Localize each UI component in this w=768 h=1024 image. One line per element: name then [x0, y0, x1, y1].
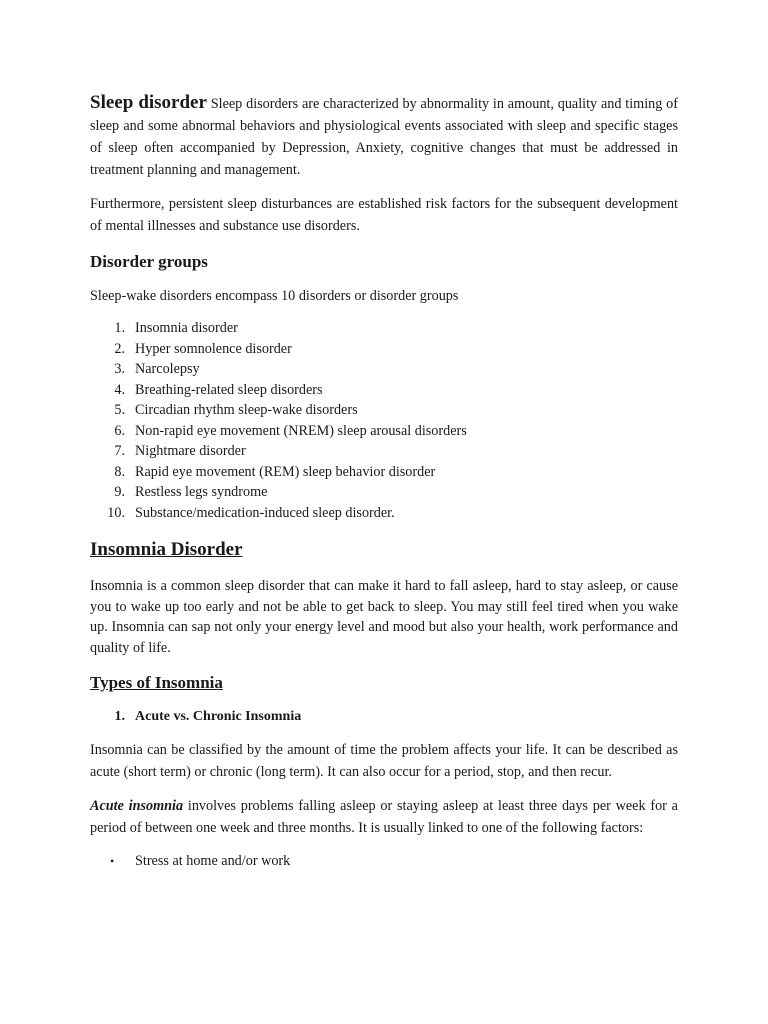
list-item-label: Insomnia disorder	[135, 320, 238, 336]
list-number: 4.	[114, 381, 125, 398]
list-item	[90, 359, 678, 380]
list-item	[90, 318, 678, 339]
list-item	[90, 850, 678, 872]
list-item-label: Restless legs syndrome	[135, 484, 268, 500]
list-item	[90, 400, 678, 421]
list-item-label: Non-rapid eye movement (NREM) sleep arousal disorders	[135, 422, 467, 439]
list-number: 1.	[114, 320, 125, 336]
list-item	[90, 482, 678, 503]
list-item-label: Hyper somnolence disorder	[135, 340, 292, 357]
list-item	[90, 339, 678, 360]
subheading-number: 1.	[114, 709, 125, 724]
list-number: 6.	[114, 422, 125, 439]
list-item-label: Stress at home and/or work	[135, 853, 291, 869]
bullet-icon: •	[110, 854, 115, 868]
list-item	[90, 421, 678, 442]
disorder-groups-lead: Sleep-wake disorders encompass 10 disorders or disorder groups	[90, 288, 459, 304]
subheading-label: Acute vs. Chronic Insomnia	[135, 709, 302, 724]
factors-list	[90, 850, 678, 872]
list-number: 2.	[114, 340, 125, 357]
list-item-label: Substance/medication-induced sleep disorder.	[135, 504, 395, 521]
list-item	[90, 441, 678, 462]
list-number: 3.	[114, 361, 125, 377]
subheading-acute-chronic	[90, 706, 678, 728]
list-item	[90, 462, 678, 483]
risk-paragraph: Furthermore, persistent sleep disturbances are established risk factors for the subsequent development of mental illnesses and substance use disorders.	[90, 196, 678, 234]
list-number: 8.	[114, 463, 125, 480]
disorder-list	[90, 318, 678, 523]
list-item-label: Rapid eye movement (REM) sleep behavior disorder	[135, 463, 436, 480]
types-heading: Types of Insomnia	[90, 673, 223, 692]
disorder-groups-heading: Disorder groups	[90, 252, 208, 271]
acute-paragraph	[90, 795, 678, 839]
acute-term: Acute insomnia	[90, 798, 184, 814]
list-number: 7.	[114, 443, 125, 459]
document-page	[90, 92, 678, 872]
insomnia-paragraph: Insomnia is a common sleep disorder that can make it hard to fall asleep, hard to stay asleep, or cause you to wake up too early and not be able to get back to sleep. You may still feel tired when you wake up. Insomnia can sap not only your energy level and mood but also your health, work performance and quality of life.	[90, 578, 678, 656]
list-item-label: Circadian rhythm sleep-wake disorders	[135, 402, 358, 418]
list-item	[90, 380, 678, 401]
list-number: 9.	[114, 484, 125, 500]
list-item-label: Narcolepsy	[135, 361, 200, 377]
intro-text: Sleep disorders are characterized by abnormality in amount, quality and timing of sleep and some abnormal behaviors and physiological events associated with sleep and specific stages of sleep often accompanied by Depression, Anxiety, cognitive changes that must be addressed in treatment planning and management.	[90, 96, 678, 178]
list-item-label: Breathing-related sleep disorders	[135, 381, 323, 398]
list-number: 5.	[114, 402, 125, 418]
list-item	[90, 503, 678, 524]
list-item-label: Nightmare disorder	[135, 443, 246, 459]
intro-paragraph	[90, 92, 678, 181]
document-title: Sleep disorder	[90, 92, 207, 113]
insomnia-heading: Insomnia Disorder	[90, 539, 243, 560]
list-number: 10.	[107, 504, 125, 521]
acute-text: involves problems falling asleep or staying asleep at least three days per week for a period of between one week and three months. It is usually linked to one of the following factors:	[90, 798, 678, 836]
classification-paragraph: Insomnia can be classified by the amount of time the problem affects your life. It can be described as acute (short term) or chronic (long term). It can also occur for a period, stop, and then recur.	[90, 742, 678, 780]
